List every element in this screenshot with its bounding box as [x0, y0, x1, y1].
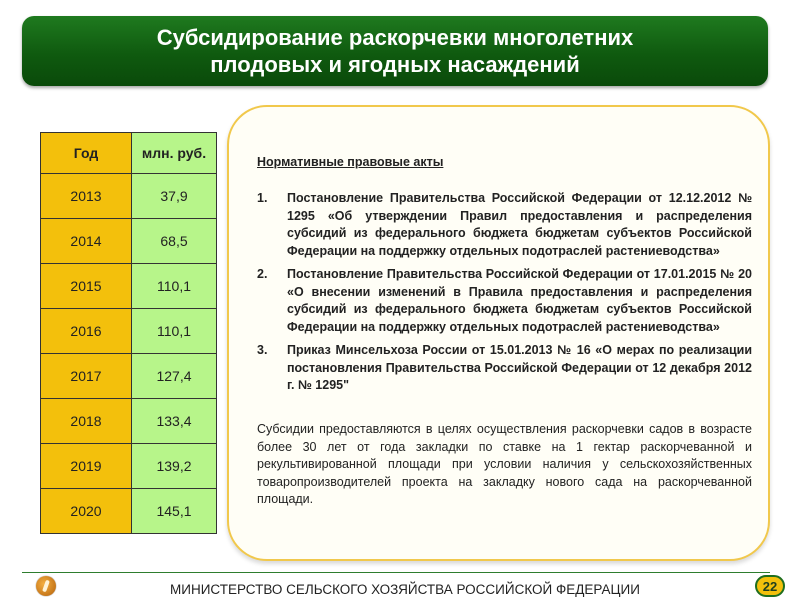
list-item	[257, 342, 752, 395]
footer-divider	[22, 572, 770, 573]
amount-cell: 127,4	[132, 354, 217, 399]
table-row	[41, 354, 217, 399]
legal-acts-panel	[227, 105, 770, 561]
list-item-text: Приказ Минсельхоза России от 15.01.2013 № 16 «О мерах по реализации постановления Правительства Российской Федерации от 12 декабря 2012 г. № 1295"	[287, 343, 752, 392]
list-item	[257, 190, 752, 260]
slide-title-line1: Субсидирование раскорчевки многолетних	[156, 25, 634, 50]
amount-cell: 110,1	[132, 309, 217, 354]
year-cell: 2019	[41, 444, 132, 489]
amount-cell: 133,4	[132, 399, 217, 444]
table-row	[41, 489, 217, 534]
page-number-badge: 22	[755, 575, 785, 597]
year-cell: 2020	[41, 489, 132, 534]
year-cell: 2017	[41, 354, 132, 399]
table-row	[41, 444, 217, 489]
year-cell: 2014	[41, 219, 132, 264]
ministry-emblem-icon	[36, 576, 56, 596]
list-item-number: 3.	[257, 343, 268, 357]
header-year: Год	[41, 133, 132, 174]
legal-acts-list	[257, 190, 752, 401]
table-row	[41, 264, 217, 309]
list-item-text: Постановление Правительства Российской Федерации от 17.01.2015 № 20 «О внесении изменений в Правила предоставления и распределения субсидий из федерального бюджета бюджетам субъектов Российской Федерации на поддержку отдельных подотраслей растениеводства»	[287, 267, 752, 334]
table-row	[41, 399, 217, 444]
amount-cell: 145,1	[132, 489, 217, 534]
year-cell: 2013	[41, 174, 132, 219]
ministry-name: МИНИСТЕРСТВО СЕЛЬСКОГО ХОЗЯЙСТВА РОССИЙСКОЙ ФЕДЕРАЦИИ	[170, 582, 640, 597]
table-row	[41, 219, 217, 264]
table-row	[41, 174, 217, 219]
subsidy-summary: Субсидии предоставляются в целях осуществления раскорчевки садов в возрасте более 30 лет от года закладки по ставке на 1 гектар раскорчеванной и рекультивированной площади при условии наличия у сельскохозяйственных товаропроизводителей проекта на закладку нового сада на раскорчеванной площади.	[257, 422, 752, 506]
list-item-text: Постановление Правительства Российской Федерации от 12.12.2012 № 1295 «Об утверждении Правил предоставления и распределения субсидий из федерального бюджета бюджетам субъектов Российской Федерации на поддержку отдельных подотраслей растениеводства»	[287, 191, 752, 258]
amount-cell: 37,9	[132, 174, 217, 219]
slide-title	[22, 16, 768, 86]
amount-cell: 110,1	[132, 264, 217, 309]
legal-acts-heading: Нормативные правовые акты	[257, 155, 444, 169]
list-item-number: 2.	[257, 267, 268, 281]
slide-title-line2: плодовых и ягодных насаждений	[210, 52, 580, 77]
header-amount: млн. руб.	[132, 133, 217, 174]
amount-cell: 139,2	[132, 444, 217, 489]
year-cell: 2016	[41, 309, 132, 354]
table-row	[41, 309, 217, 354]
amount-cell: 68,5	[132, 219, 217, 264]
year-cell: 2018	[41, 399, 132, 444]
table-header-row	[41, 133, 217, 174]
list-item	[257, 266, 752, 336]
list-item-number: 1.	[257, 191, 268, 205]
year-cell: 2015	[41, 264, 132, 309]
subsidy-table	[40, 132, 217, 534]
